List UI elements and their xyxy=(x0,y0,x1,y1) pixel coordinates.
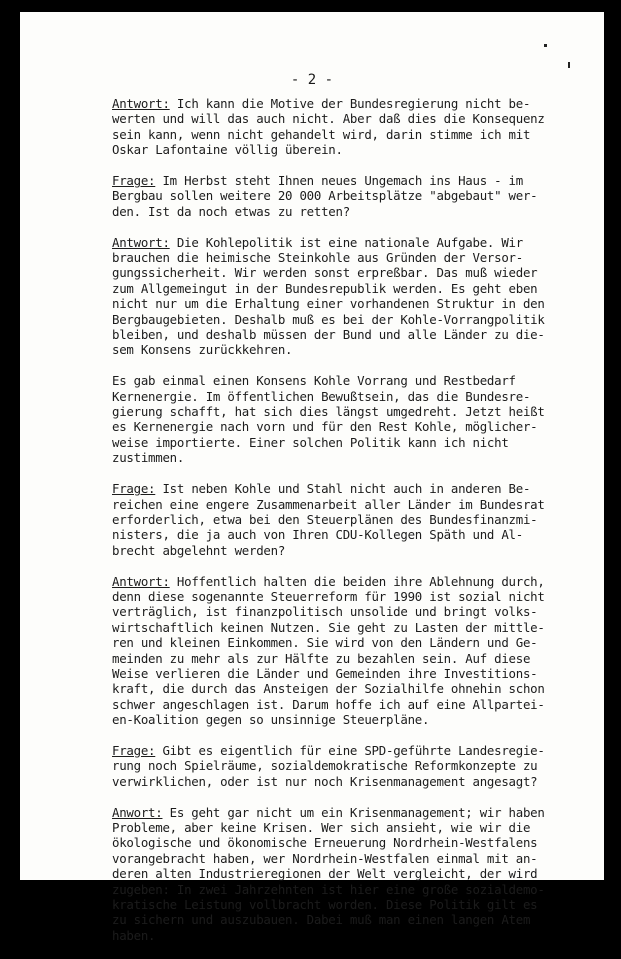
line-text: Weise verlieren die Länder und Gemeinden ihre Investitions- xyxy=(112,665,538,681)
text-line xyxy=(112,681,592,696)
line-text: Bergbaugebieten. Deshalb muß es bei der Kohle-Vorrangpolitik xyxy=(112,311,545,327)
text-line xyxy=(112,419,592,434)
line-text: zum Allgemeingut in der Bundesrepublik werden. Es geht eben xyxy=(112,280,538,296)
text-line xyxy=(112,743,592,758)
text-line xyxy=(112,758,592,773)
text-line xyxy=(112,111,592,126)
line-text: bleiben, und deshalb müssen der Bund und alle Länder zu die- xyxy=(112,327,545,343)
text-line xyxy=(112,281,592,296)
text-line xyxy=(112,127,592,142)
text-line xyxy=(112,697,592,712)
speaker-label: Antwort: xyxy=(112,96,170,111)
line-text: Ich kann die Motive der Bundesregierung nicht be- xyxy=(169,96,531,111)
line-text: kratische Leistung vollbracht worden. Diese Politik gilt es xyxy=(112,897,538,913)
text-line xyxy=(112,620,592,635)
line-text: deren alten Industrieregionen der Welt vergleicht, der wird xyxy=(112,866,538,882)
paragraph xyxy=(112,743,592,789)
line-text: zustimmen. xyxy=(112,450,185,466)
line-text: reichen eine engere Zusammenarbeit aller Länder im Bundesrat xyxy=(112,496,545,512)
paragraph xyxy=(112,574,592,728)
text-line xyxy=(112,851,592,866)
text-line xyxy=(112,882,592,897)
speaker-label: Frage: xyxy=(112,481,156,497)
text-line xyxy=(112,866,592,881)
text-line xyxy=(112,712,592,727)
line-text: sem Konsens zurückkehren. xyxy=(112,342,293,358)
text-line xyxy=(112,481,592,496)
text-line xyxy=(112,543,592,558)
paragraph xyxy=(112,96,592,158)
line-text: wirtschaftlich keinen Nutzen. Sie geht zu Lasten der mittle- xyxy=(112,619,545,635)
line-text: nicht nur um die Erhaltung einer vorhandenen Struktur in den xyxy=(112,296,545,312)
line-text: Gibt es eigentlich für eine SPD-geführte Landesregie- xyxy=(155,742,545,758)
text-line xyxy=(112,497,592,512)
paragraph xyxy=(112,481,592,558)
text-line xyxy=(112,805,592,820)
line-text: Kernenergie. Im öffentlichen Bewußtsein, das die Bundesre- xyxy=(112,388,531,404)
line-text: zu sichern und auszubauen. Dabei muß man einen langen Atem xyxy=(112,912,531,928)
line-text: Ist neben Kohle und Stahl nicht auch in anderen Be- xyxy=(155,481,531,497)
paragraph xyxy=(112,235,592,358)
speaker-label: Antwort: xyxy=(112,234,170,250)
text-line xyxy=(112,389,592,404)
text-line xyxy=(112,373,592,388)
line-text: Oskar Lafontaine völlig überein. xyxy=(112,142,343,158)
line-text: Im Herbst steht Ihnen neues Ungemach ins Haus - im xyxy=(155,173,523,189)
line-text: gierung schafft, hat sich dies längst umgedreht. Jetzt heißt xyxy=(112,404,545,420)
text-line xyxy=(112,604,592,619)
line-text: werten und will das auch nicht. Aber daß dies die Konsequenz xyxy=(112,111,545,127)
scan-speck xyxy=(544,44,547,47)
text-line xyxy=(112,142,592,157)
line-text: nisters, die ja auch von Ihren CDU-Kollegen Späth und Al- xyxy=(112,527,523,543)
line-text: brauchen die heimische Steinkohle aus Gründen der Versor- xyxy=(112,250,523,266)
line-text: denn diese sogenannte Steuerreform für 1990 ist sozial nicht xyxy=(112,588,545,604)
line-text: gungssicherheit. Wir werden sonst erpreßbar. Das muß wieder xyxy=(112,265,538,281)
text-line xyxy=(112,250,592,265)
text-line xyxy=(112,265,592,280)
line-text: rung noch Spielräume, sozialdemokratische Reformkonzepte zu xyxy=(112,758,538,774)
line-text: en-Koalition gegen so unsinnige Steuerpläne. xyxy=(112,712,430,728)
line-text: Es gab einmal einen Konsens Kohle Vorrang und Restbedarf xyxy=(112,373,516,389)
line-text: ren und kleinen Einkommen. Sie wird von den Ländern und Ge- xyxy=(112,635,538,651)
text-line xyxy=(112,928,592,943)
line-text: kraft, die durch das Ansteigen der Sozialhilfe ohnehin schon xyxy=(112,681,545,697)
line-text: schwer angeschlagen ist. Darum hoffe ich auf eine Allpartei- xyxy=(112,696,545,712)
line-text: verwirklichen, oder ist nur noch Krisenmanagement angesagt? xyxy=(112,773,538,789)
text-line xyxy=(112,912,592,927)
interview-text xyxy=(112,96,592,959)
text-line xyxy=(112,435,592,450)
text-line xyxy=(112,589,592,604)
text-line xyxy=(112,296,592,311)
text-line xyxy=(112,204,592,219)
text-line xyxy=(112,835,592,850)
line-text: Probleme, aber keine Krisen. Wer sich ansieht, wie wir die xyxy=(112,819,531,835)
speaker-label: Antwort: xyxy=(112,573,170,589)
line-text: ökologische und ökonomische Erneuerung Nordrhein-Westfalens xyxy=(112,835,538,851)
line-text: den. Ist da noch etwas zu retten? xyxy=(112,203,350,219)
text-line xyxy=(112,327,592,342)
speaker-label: Frage: xyxy=(112,173,156,189)
speaker-label: Frage: xyxy=(112,742,156,758)
line-text: Bergbau sollen weitere 20 000 Arbeitsplätze "abgebaut" wer- xyxy=(112,188,538,204)
scan-speck xyxy=(568,62,570,68)
line-text: verträglich, ist finanzpolitisch unsolide und bringt volks- xyxy=(112,604,538,620)
paragraph xyxy=(112,173,592,219)
text-line xyxy=(112,666,592,681)
text-line xyxy=(112,312,592,327)
text-line xyxy=(112,651,592,666)
line-text: erforderlich, etwa bei den Steuerplänen des Bundesfinanzmi- xyxy=(112,511,538,527)
paragraph xyxy=(112,805,592,944)
text-line xyxy=(112,512,592,527)
text-line xyxy=(112,774,592,789)
text-line xyxy=(112,527,592,542)
line-text: sein kann, wenn nicht gehandelt wird, darin stimme ich mit xyxy=(112,126,531,142)
text-line xyxy=(112,450,592,465)
text-line xyxy=(112,635,592,650)
line-text: zugeben: In zwei Jahrzehnten ist hier eine große sozialdemo- xyxy=(112,881,545,897)
line-text: Es geht gar nicht um ein Krisenmanagement; wir haben xyxy=(162,804,545,820)
page-number: - 2 - xyxy=(290,72,334,88)
speaker-label: Anwort: xyxy=(112,804,163,820)
line-text: es Kernenergie nach vorn und für den Rest Kohle, möglicher- xyxy=(112,419,538,435)
text-line xyxy=(112,235,592,250)
line-text: Die Kohlepolitik ist eine nationale Aufgabe. Wir xyxy=(169,234,523,250)
text-line xyxy=(112,897,592,912)
text-line xyxy=(112,96,592,111)
document-page xyxy=(20,12,604,943)
text-line xyxy=(112,820,592,835)
text-line xyxy=(112,173,592,188)
line-text: brecht abgelehnt werden? xyxy=(112,542,286,558)
text-line xyxy=(112,342,592,357)
text-line xyxy=(112,404,592,419)
line-text: meinden zu mehr als zur Hälfte zu bezahlen sein. Auf diese xyxy=(112,650,531,666)
paragraph xyxy=(112,373,592,465)
line-text: vorangebracht haben, wer Nordrhein-Westfalen einmal mit an- xyxy=(112,850,538,866)
line-text: Hoffentlich halten die beiden ihre Ablehnung durch, xyxy=(169,573,545,589)
line-text: haben. xyxy=(112,927,156,943)
text-line xyxy=(112,188,592,203)
line-text: weise importierte. Einer solchen Politik kann ich nicht xyxy=(112,434,509,450)
text-line xyxy=(112,574,592,589)
